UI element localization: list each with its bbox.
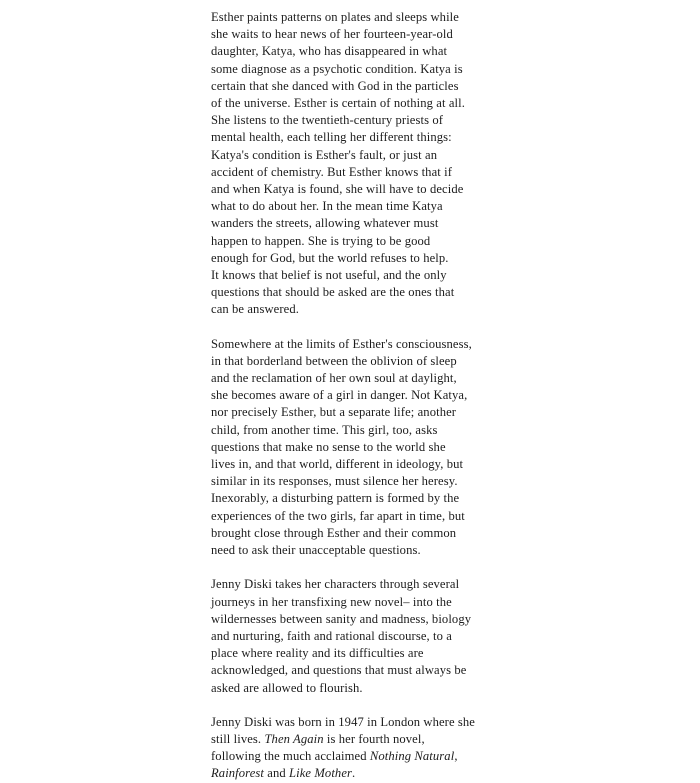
text-line: need to ask their unacceptable questions.	[211, 543, 421, 558]
text-line: nor precisely Esther, but a separate life; another	[211, 405, 457, 420]
blurb-text	[211, 9, 501, 783]
text-line: happen to happen. She is trying to be good	[211, 233, 431, 248]
paragraph-4-author-bio	[211, 714, 501, 783]
text-line: accident of chemistry. But Esther knows that if	[211, 164, 453, 179]
book-title-rainforest: Rainforest	[211, 766, 265, 781]
text-line: brought close through Esther and their common	[211, 525, 457, 540]
text-line: and nurturing, faith and rational discourse, to a	[211, 628, 452, 643]
paragraph-3	[211, 576, 501, 696]
book-title-nothing-natural: Nothing Natural	[369, 749, 455, 764]
text-line: asked are allowed to flourish.	[211, 680, 363, 695]
text-line: and the reclamation of her own soul at daylight,	[211, 371, 457, 386]
text-line: acknowledged, and questions that must always be	[211, 663, 467, 678]
text-line: she waits to hear news of her fourteen-year-old	[211, 27, 453, 42]
text-line: Jenny Diski takes her characters through several	[211, 577, 460, 592]
text-line: can be answered.	[211, 302, 299, 317]
book-title-like-mother: Like Mother	[289, 766, 353, 781]
text-line: Inexorably, a disturbing pattern is formed by the	[211, 491, 460, 506]
text-line: she becomes aware of a girl in danger. Not Katya,	[211, 388, 468, 403]
text-span: ,	[454, 749, 458, 764]
text-line: similar in its responses, must silence her heresy.	[211, 474, 458, 489]
text-line: mental health, each telling her different things:	[211, 130, 452, 145]
text-line: Katya's condition is Esther's fault, or just an	[211, 147, 438, 162]
text-line: some diagnose as a psychotic condition. Katya is	[211, 61, 463, 76]
text-line: of the universe. Esther is certain of nothing at all.	[211, 96, 465, 111]
text-line: certain that she danced with God in the particles	[211, 78, 459, 93]
paragraph-2	[211, 336, 501, 560]
text-line	[211, 765, 501, 782]
text-span: and	[264, 766, 289, 781]
text-line	[211, 731, 501, 748]
text-line: questions that make no sense to the world she	[211, 439, 446, 454]
paragraph-gap	[211, 319, 501, 336]
text-span: .	[352, 766, 356, 781]
text-line: lives in, and that world, different in ideology, but	[211, 457, 464, 472]
paragraph-gap	[211, 559, 501, 576]
paragraph-gap	[211, 697, 501, 714]
text-line: journeys in her transfixing new novel– into the	[211, 594, 452, 609]
text-line: and when Katya is found, she will have to decide	[211, 182, 464, 197]
text-span: is her fourth novel,	[323, 731, 425, 746]
text-line: It knows that belief is not useful, and the only	[211, 268, 447, 283]
text-span: still lives.	[211, 731, 262, 746]
text-line: She listens to the twentieth-century priests of	[211, 113, 444, 128]
text-line: Jenny Diski was born in 1947 in London where she	[211, 714, 475, 729]
text-line: place where reality and its difficulties are	[211, 646, 424, 661]
text-line: wanders the streets, allowing whatever must	[211, 216, 439, 231]
text-span: following the much acclaimed	[211, 749, 370, 764]
text-line: wildernesses between sanity and madness, biology	[211, 611, 472, 626]
text-line: enough for God, but the world refuses to help.	[211, 250, 449, 265]
text-line: Esther paints patterns on plates and sleeps while	[211, 10, 459, 24]
text-line: in that borderland between the oblivion of sleep	[211, 353, 457, 368]
text-line: questions that should be asked are the ones that	[211, 285, 455, 300]
text-line: Somewhere at the limits of Esther's consciousness,	[211, 336, 472, 351]
text-line: experiences of the two girls, far apart in time, but	[211, 508, 465, 523]
text-line: daughter, Katya, who has disappeared in what	[211, 44, 448, 59]
book-title-then-again: Then Again	[264, 731, 324, 746]
text-line: child, from another time. This girl, too, asks	[211, 422, 438, 437]
text-line: what to do about her. In the mean time Katya	[211, 199, 443, 214]
text-line	[211, 748, 501, 765]
paragraph-1	[211, 9, 501, 319]
